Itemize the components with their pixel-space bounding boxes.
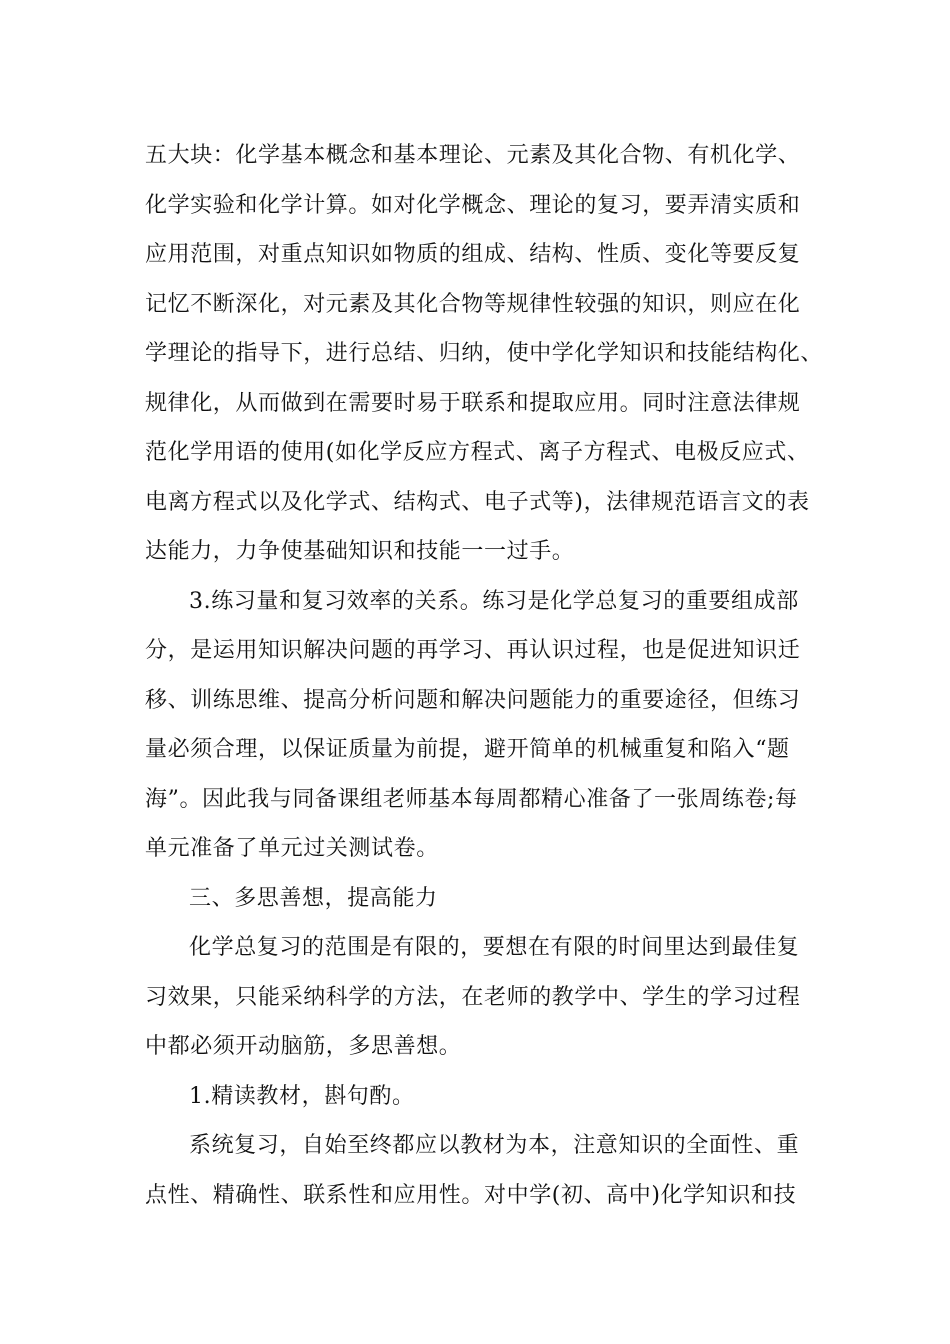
text-line: 记忆不断深化，对元素及其化合物等规律性较强的知识，则应在化 (145, 291, 801, 317)
text-line: 分，是运用知识解决问题的再学习、再认识过程，也是促进知识迁 (145, 638, 801, 663)
text-line: 点性、精确性、联系性和应用性。对中学(初、高中)化学知识和技 (145, 1182, 797, 1208)
text-line: 中都必须开动脑筋，多思善想。 (145, 1034, 462, 1059)
paragraph-heading: 3.练习量和复习效率的关系。练习是化学总复习的重要组成部 (189, 588, 799, 614)
text-line: 电离方程式以及化学式、结构式、电子式等)，法律规范语言文的表 (145, 489, 810, 515)
paragraph-start: 系统复习，自始至终都应以教材为本，注意知识的全面性、重 (189, 1133, 800, 1158)
text-line: 五大块：化学基本概念和基本理论、元素及其化合物、有机化学、 (145, 143, 801, 168)
text-line: 移、训练思维、提高分析问题和解决问题能力的重要途径，但练习 (145, 687, 801, 713)
text-line: 量必须合理，以保证质量为前提，避开简单的机械重复和陷入“题 (145, 737, 790, 762)
text-line: 习效果，只能采纳科学的方法，在老师的教学中、学生的学习过程 (145, 984, 801, 1010)
text-line: 规律化，从而做到在需要时易于联系和提取应用。同时注意法律规 (145, 390, 801, 416)
text-line: 海”。因此我与同备课组老师基本每周都精心准备了一张周练卷;每 (145, 786, 798, 812)
text-line: 单元准备了单元过关测试卷。 (145, 836, 439, 861)
subsection-heading: 1.精读教材，斟句酌。 (189, 1083, 415, 1109)
paragraph-start: 化学总复习的范围是有限的，要想在有限的时间里达到最佳复 (189, 935, 800, 960)
text-line: 化学实验和化学计算。如对化学概念、理论的复习，要弄清实质和 (145, 192, 801, 218)
text-line: 范化学用语的使用(如化学反应方程式、离子方程式、电极反应式、 (145, 440, 810, 465)
section-heading: 三、多思善想，提高能力 (189, 885, 438, 911)
document-body (145, 131, 824, 1220)
text-line: 学理论的指导下，进行总结、归纳，使中学化学知识和技能结构化、 (145, 341, 824, 366)
text-line: 应用范围，对重点知识如物质的组成、结构、性质、变化等要反复 (145, 242, 801, 267)
text-line: 达能力，力争使基础知识和技能一一过手。 (145, 539, 575, 564)
